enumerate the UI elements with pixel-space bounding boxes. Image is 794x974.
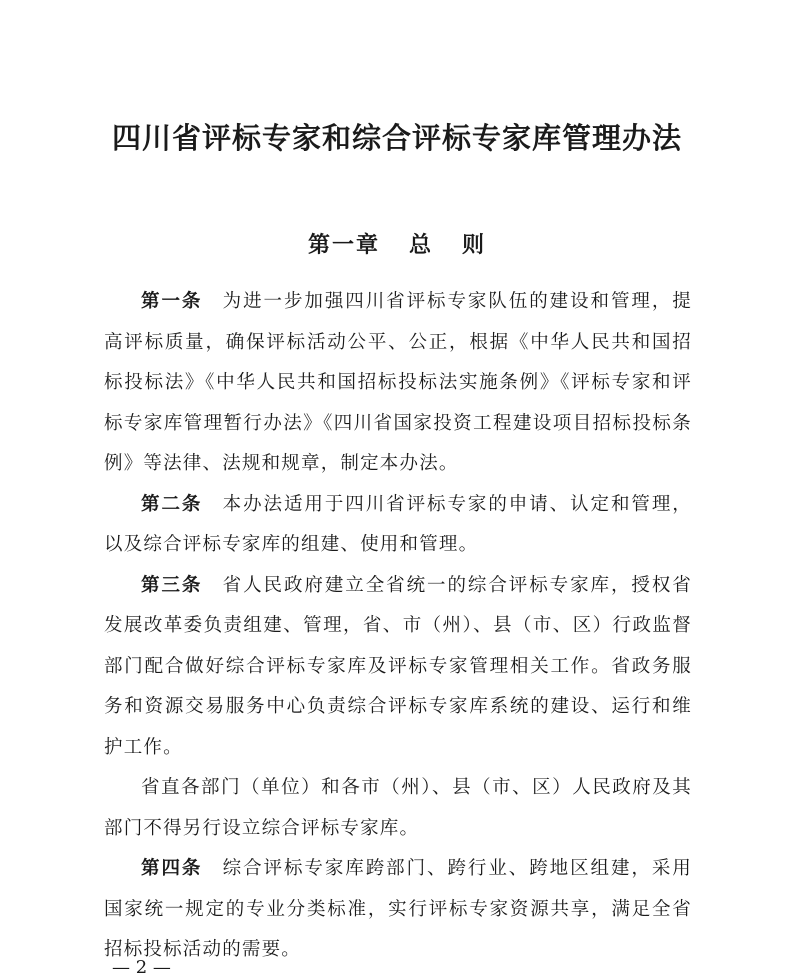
- article-number: 第四条: [141, 858, 203, 879]
- article-text: 省人民政府建立全省统一的综合评标专家库，授权省发展改革委负责组建、管理，省、市（州）、县（市、区）行政监督部门配合做好综合评标专家库及评标专家管理相关工作。省政务服务和资源交易服务中心负责综合评标专家库系统的建设、运行和维护工作。: [104, 574, 692, 758]
- article-text: 综合评标专家库跨部门、跨行业、跨地区组建，采用国家统一规定的专业分类标准，实行评标专家资源共享，满足全省招标投标活动的需要。: [104, 858, 692, 960]
- article-number: 第二条: [141, 493, 203, 515]
- document-body: [104, 282, 692, 971]
- article-4: [104, 849, 692, 971]
- article-text: 为进一步加强四川省评标专家队伍的建设和管理，提高评标质量，确保评标活动公平、公正，根据《中华人民共和国招标投标法》《中华人民共和国招标投标法实施条例》《评标专家和评标专家库管理暂行办法》《四川省国家投资工程建设项目招标投标条例》等法律、法规和规章，制定本办法。: [104, 291, 692, 474]
- article-3-continued: [104, 768, 692, 849]
- article-2: [104, 485, 692, 566]
- article-number: 第一条: [141, 291, 203, 312]
- article-text: 省直各部门（单位）和各市（州）、县（市、区）人民政府及其部门不得另行设立综合评标专家库。: [104, 777, 692, 839]
- article-1: [104, 282, 692, 485]
- document-title: 四川省评标专家和综合评标专家库管理办法: [111, 121, 682, 155]
- article-number: 第三条: [141, 574, 203, 596]
- page-number: — 2 —: [112, 957, 171, 974]
- article-3: [104, 566, 692, 769]
- article-text: 本办法适用于四川省评标专家的申请、认定和管理，以及综合评标专家库的组建、使用和管理。: [104, 493, 692, 555]
- chapter-heading: 第一章 总 则: [308, 232, 486, 258]
